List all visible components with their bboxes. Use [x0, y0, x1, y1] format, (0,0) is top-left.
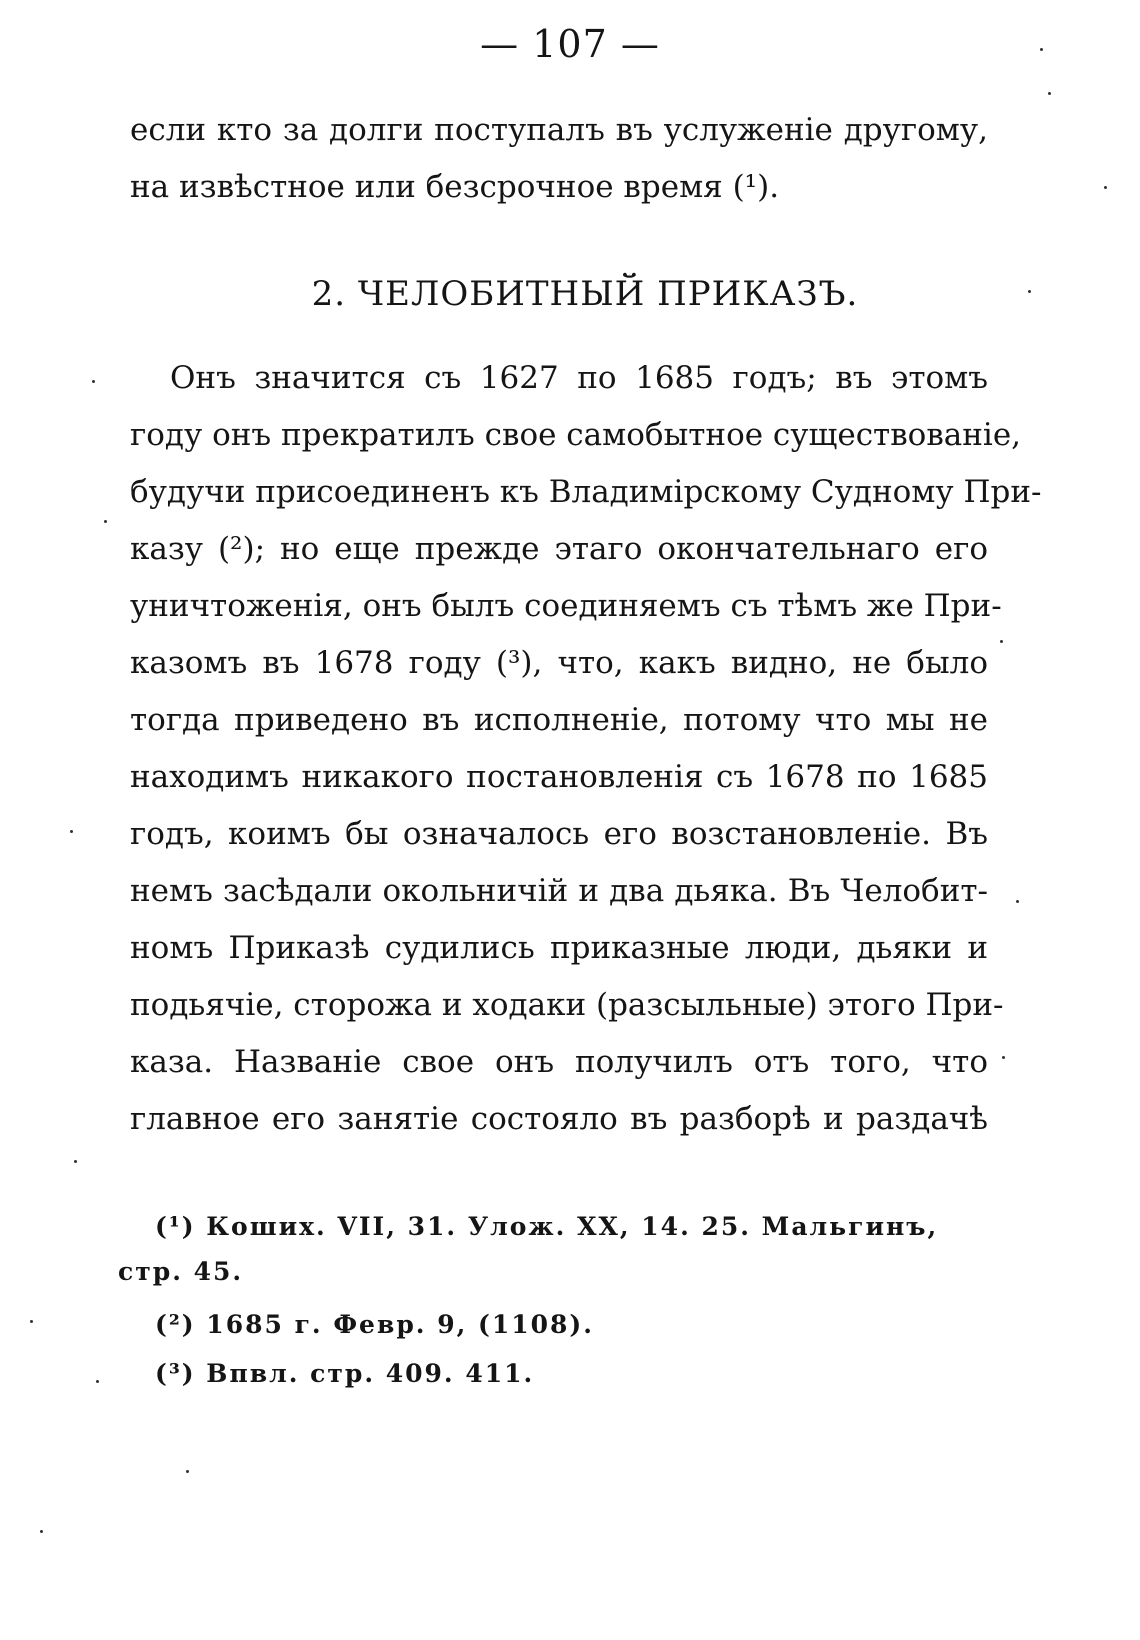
- paragraph-line: находимъ никакого постановленія съ 1678 по 1685: [130, 759, 988, 795]
- scan-speck: [1028, 290, 1031, 293]
- paragraph-line: подьячіе, сторожа и ходаки (разсыльные) этого При-: [130, 987, 1004, 1023]
- scan-speck: [1104, 186, 1107, 189]
- footnote-1-continued: стр. 45.: [118, 1257, 244, 1286]
- paragraph-line: Онъ значится съ 1627 по 1685 годъ; въ этомъ: [170, 360, 988, 396]
- footnote-3: (³) Впвл. стр. 409. 411.: [155, 1359, 535, 1388]
- intro-line: если кто за долги поступалъ въ услуженіе другому,: [130, 112, 988, 148]
- scan-speck: [40, 1530, 43, 1533]
- section-heading: 2. ЧЕЛОБИТНЫЙ ПРИКАЗЪ.: [311, 274, 859, 314]
- scan-speck: [74, 1160, 77, 1163]
- paragraph-line: немъ засѣдали окольничій и два дьяка. Въ Челобит-: [130, 873, 988, 909]
- paragraph-line: году онъ прекратилъ свое самобытное существованіе,: [130, 417, 1022, 453]
- scan-speck: [104, 520, 107, 523]
- scan-speck: [96, 1380, 99, 1383]
- paragraph-line: годъ, коимъ бы означалось его возстановленіе. Въ: [130, 816, 988, 852]
- scan-speck: [186, 1470, 189, 1473]
- paragraph-line: тогда приведено въ исполненіе, потому что мы не: [130, 702, 988, 738]
- scan-speck: [30, 1320, 33, 1323]
- scan-speck: [1002, 1056, 1005, 1059]
- footnote-2: (²) 1685 г. Февр. 9, (1108).: [155, 1310, 594, 1339]
- paragraph-line: казу (²); но еще прежде этаго окончательнаго его: [130, 531, 988, 567]
- scan-speck: [1016, 900, 1019, 903]
- intro-line: на извѣстное или безсрочное время (¹).: [130, 169, 780, 205]
- paragraph-line: уничтоженія, онъ былъ соединяемъ съ тѣмъ же При-: [130, 588, 1002, 624]
- paragraph-line: каза. Названіе свое онъ получилъ отъ того, что: [130, 1044, 988, 1080]
- scan-speck: [1048, 92, 1051, 95]
- footnote-1: (¹) Коших. VII, 31. Улож. XX, 14. 25. Мальгинъ,: [155, 1212, 939, 1241]
- scan-speck: [1000, 640, 1003, 643]
- paragraph-line: будучи присоединенъ къ Владимірскому Судному При-: [130, 474, 1042, 510]
- scan-speck: [1040, 48, 1043, 51]
- paragraph-line: казомъ въ 1678 году (³), что, какъ видно, не было: [130, 645, 988, 681]
- scan-speck: [70, 830, 73, 833]
- paragraph-line: главное его занятіе состояло въ разборѣ и раздачѣ: [130, 1101, 988, 1137]
- paragraph-line: номъ Приказѣ судились приказные люди, дьяки и: [130, 930, 988, 966]
- scan-speck: [92, 380, 95, 383]
- page-number: — 107 —: [480, 22, 660, 66]
